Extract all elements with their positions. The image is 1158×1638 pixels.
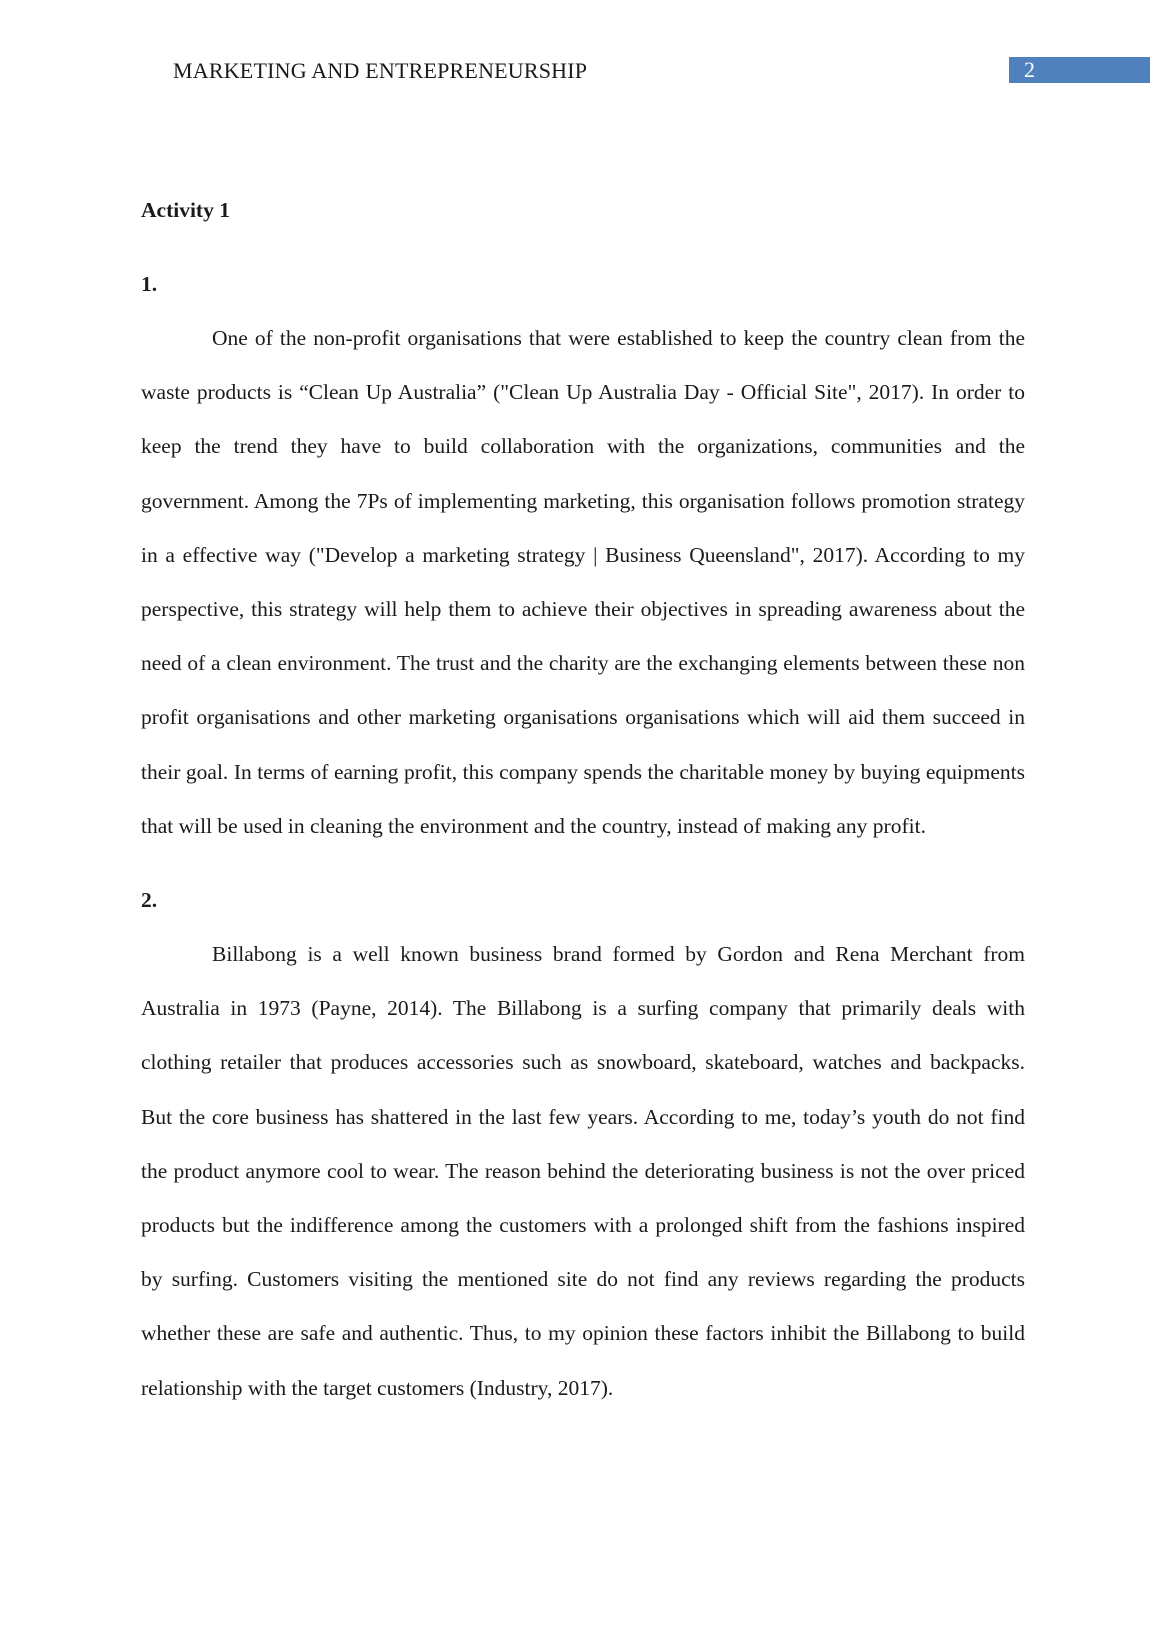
section-paragraph-2: Billabong is a well known business brand formed by Gordon and Rena Merchant from Australia in 1973 (Payne, 2014). The Billabong is a surfing company that primarily deals with clothing retailer that produces accessories such as snowboard, skateboard, watches and backpacks. But the core business has shattered in the last few years. According to me, today’s youth do not find the product anymore cool to wear. The reason behind the deteriorating business is not the over priced products but the indifference among the customers with a prolonged shift from the fashions inspired by surfing. Customers visiting the mentioned site do not find any reviews regarding the products whether these are safe and authentic. Thus, to my opinion these factors inhibit the Billabong to build relationship with the target customers (Industry, 2017). [141,942,1025,1400]
section-number-1: 1. [141,272,158,296]
section-number-2: 2. [141,888,158,913]
running-head: MARKETING AND ENTREPRENEURSHIP [173,58,588,83]
section-paragraph-1: One of the non-profit organisations that were established to keep the country clean from the waste products is “Clean Up Australia” ("Clean Up Australia Day - Official Site", 2017). In order to keep the trend they have to build collaboration with the organizations, communities and the government. Among the 7Ps of implementing marketing, this organisation follows promotion strategy in a effective way ("Develop a marketing strategy | Business Queensland", 2017). According to my perspective, this strategy will help them to achieve their objectives in spreading awareness about the need of a clean environment. The trust and the charity are the exchanging elements between these non profit organisations and other marketing organisations organisations which will aid them succeed in their goal. In terms of earning profit, this company spends the charitable money by buying equipments that will be used in cleaning the environment and the country, instead of making any profit. [141,326,1025,838]
activity-heading: Activity 1 [141,198,230,222]
document-body [141,183,1025,1415]
page-number: 2 [1009,57,1150,83]
